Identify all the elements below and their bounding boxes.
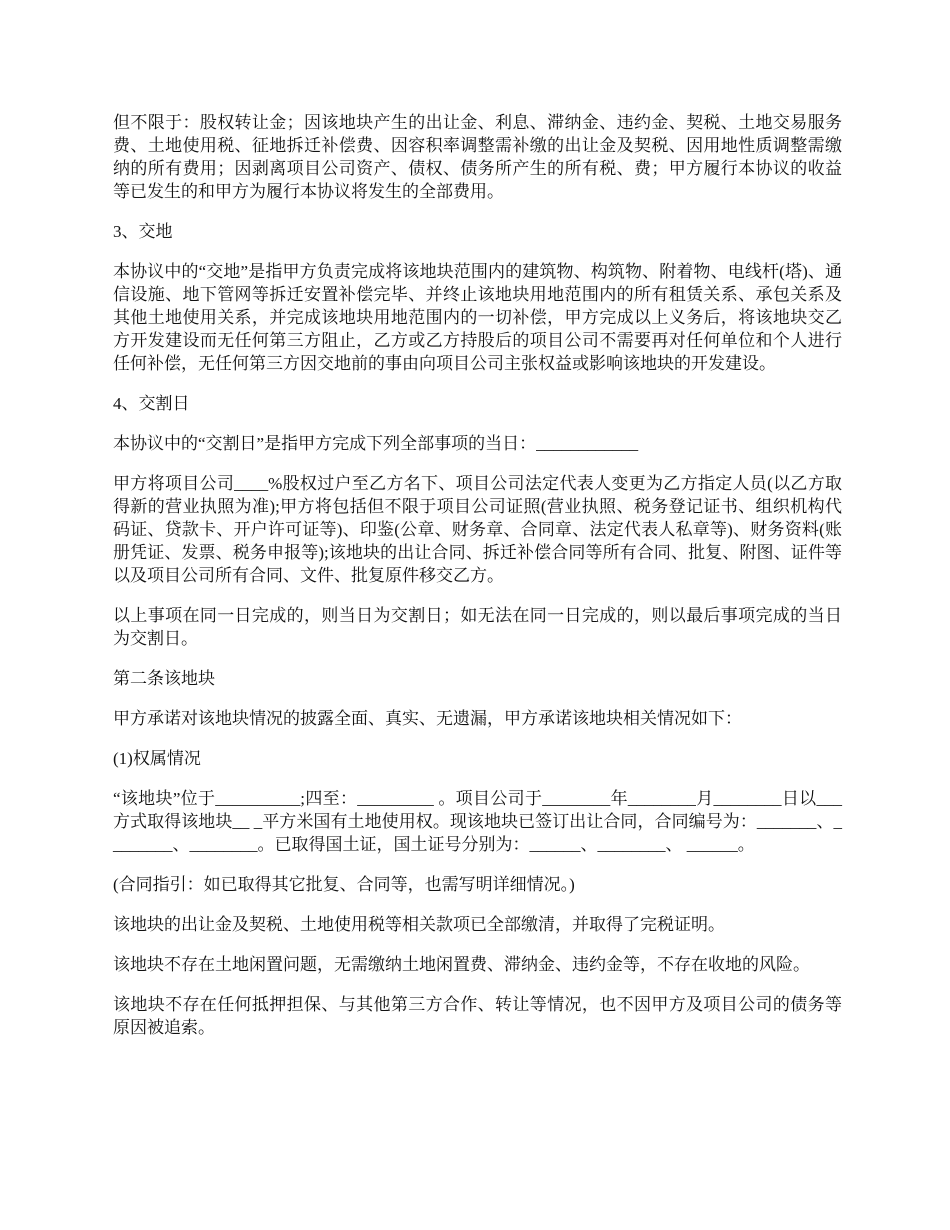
paragraph-no-encumbrance: 该地块不存在任何抵押担保、与其他第三方合作、转让等情况，也不因甲方及项目公司的债务等原因被追索。: [113, 995, 842, 1037]
paragraph-costs-continued: 但不限于：股权转让金；因该地块产生的出让金、利息、滞纳金、违约金、契税、土地交易服务费、土地使用税、征地拆迁补偿费、因容积率调整需补缴的出让金及契税、因用地性质调整需缴纳的所有费用；因剥离项目公司资产、债权、债务所产生的所有税、费；甲方履行本协议的收益等已发生的和甲方为履行本协议将发生的全部费用。: [113, 113, 842, 201]
article-heading-land-parcel: 第二条该地块: [113, 669, 215, 688]
section-heading-handover-land: 3、交地: [113, 222, 173, 241]
section-heading-closing-date: 4、交割日: [113, 394, 190, 413]
paragraph-contract-guidance: (合同指引：如已取得其它批复、合同等，也需写明详细情况。): [113, 875, 575, 894]
paragraph-handover-land-definition: 本协议中的“交地”是指甲方负责完成将该地块范围内的建筑物、构筑物、附着物、电线杆(塔)、通信设施、地下管网等拆迁安置补偿完毕、并终止该地块用地范围内的所有租赁关系、承包关系及其他土地使用关系，并完成该地块用地范围内的一切补偿，甲方完成以上义务后，将该地块交乙方开发建设而无任何第三方阻止，乙方或乙方持股后的项目公司不需要再对任何单位和个人进行任何补偿，无任何第三方因交地前的事由向项目公司主张权益或影响该地块的开发建设。: [113, 262, 842, 373]
paragraph-closing-date-definition: 本协议中的“交割日”是指甲方完成下列全部事项的当日：____________: [113, 434, 639, 453]
paragraph-no-idle-land: 该地块不存在土地闲置问题，无需缴纳土地闲置费、滞纳金、违约金等，不存在收地的风险。: [113, 955, 810, 974]
paragraph-fees-paid: 该地块的出让金及契税、土地使用税等相关款项已全部缴清，并取得了完税证明。: [113, 915, 725, 934]
paragraph-closing-items: 甲方将项目公司____%股权过户至乙方名下、项目公司法定代表人变更为乙方指定人员(以乙方取得新的营业执照为准);甲方将包括但不限于项目公司证照(营业执照、税务登记证书、组织机构代码证、贷款卡、开户许可证等)、印鉴(公章、财务章、合同章、法定代表人私章等)、财务资料(账册凭证、发票、税务申报等);该地块的出让合同、拆迁补偿合同等所有合同、批复、附图、证件等以及项目公司所有合同、文件、批复原件移交乙方。: [113, 474, 842, 585]
paragraph-disclosure-commitment: 甲方承诺对该地块情况的披露全面、真实、无遗漏，甲方承诺该地块相关情况如下：: [113, 709, 742, 728]
paragraph-closing-date-rule: 以上事项在同一日完成的，则当日为交割日；如无法在同一日完成的，则以最后事项完成的当日为交割日。: [113, 606, 842, 648]
paragraph-ownership-details: “该地块”位于__________;四至：_________ 。项目公司于________年________月________日以___方式取得该地块__ _平方米国有土地使用权。现该地块已签订出让合同，合同编号为：_______、________、________。已取得国土证，国土证号分别为：______、________、 ______。: [113, 789, 842, 854]
subheading-ownership: (1)权属情况: [113, 749, 201, 768]
